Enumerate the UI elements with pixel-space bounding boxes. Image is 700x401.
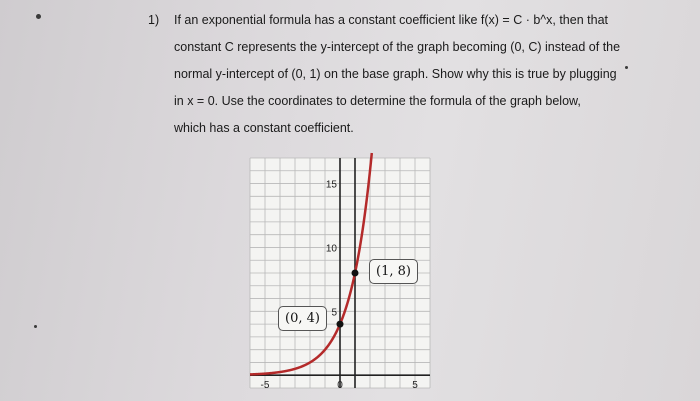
y-tick-label: 10 — [325, 243, 337, 255]
problem-line-1: If an exponential formula has a constant coefficient like f(x) = C · b^x, then that — [174, 13, 608, 27]
problem-number: 1) — [148, 13, 160, 27]
x-tick-label: 0 — [337, 380, 343, 392]
problem-line-2: constant C represents the y-intercept of the graph becoming (0, C) instead of the — [174, 40, 621, 54]
x-tick-label: 5 — [412, 380, 418, 392]
x-tick-label: -5 — [260, 380, 270, 392]
problem-line-5: which has a constant coefficient. — [174, 121, 354, 135]
problem-line-4: in x = 0. Use the coordinates to determine the formula of the graph below, — [174, 94, 581, 108]
y-tick-label: 15 — [325, 179, 337, 191]
point-label-1-8: (1, 8) — [369, 259, 418, 284]
data-point-0 — [337, 321, 344, 328]
problem-line-3: normal y-intercept of (0, 1) on the base graph. Show why this is true by plugging — [174, 67, 617, 81]
y-tick-label: 5 — [331, 307, 337, 319]
point-label-0-4: (0, 4) — [278, 306, 327, 331]
data-point-1 — [352, 270, 359, 277]
